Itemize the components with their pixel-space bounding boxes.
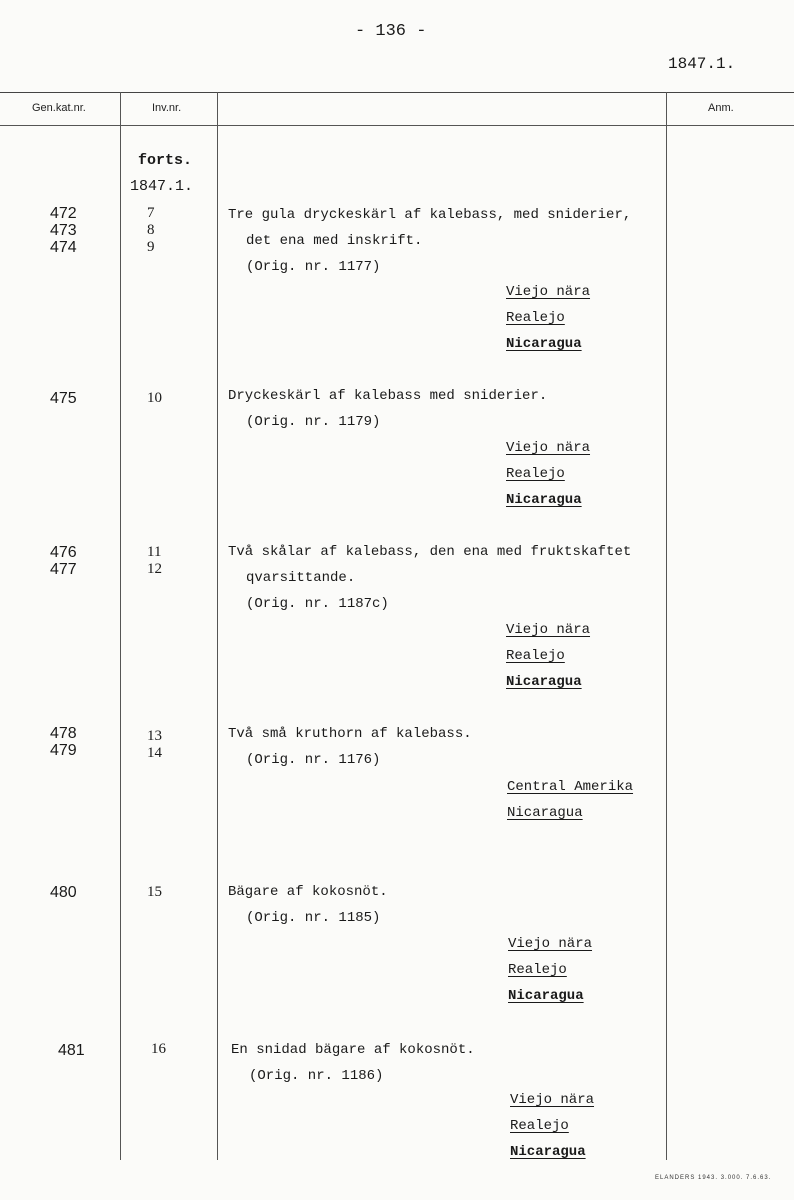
description-line: (Orig. nr. 1187c) (246, 596, 389, 612)
entry-cat-numbers (50, 390, 95, 407)
entry-description (228, 539, 631, 617)
location-line: Central Amerika (507, 779, 634, 795)
inv-number: 14 (147, 745, 162, 761)
entry-inv-numbers (151, 1041, 201, 1058)
column-header-gen-kat-nr: Gen.kat.nr. (32, 102, 86, 114)
entry-cat-numbers (50, 884, 95, 901)
location-line: Viejo nära (506, 622, 591, 638)
cat-number: 476 (50, 544, 77, 561)
entry-inv-numbers (147, 544, 197, 578)
cat-number: 474 (50, 239, 77, 256)
location-line: Realejo (510, 1118, 569, 1134)
entry-cat-numbers (50, 205, 95, 256)
cat-number: 479 (50, 742, 77, 759)
description-line: Två små kruthorn af kalebass. (228, 726, 472, 742)
location-line: Nicaragua (506, 674, 582, 690)
entry-location (506, 279, 590, 357)
column-header-inv-nr: Inv.nr. (152, 102, 182, 114)
entry-description (228, 879, 388, 931)
location-line: Viejo nära (508, 936, 593, 952)
column-divider-1 (120, 92, 121, 1160)
description-line: Två skålar af kalebass, den ena med fruktskaftet (228, 544, 632, 560)
cat-number: 478 (50, 725, 77, 742)
inv-number: 9 (147, 239, 155, 255)
inv-number: 11 (147, 544, 162, 560)
location-line: Viejo nära (506, 440, 591, 456)
inv-number: 10 (147, 390, 162, 406)
continuation-date: 1847.1. (130, 178, 194, 195)
description-line: En snidad bägare af kokosnöt. (231, 1042, 475, 1058)
description-line: (Orig. nr. 1177) (246, 259, 381, 275)
cat-number: 480 (50, 884, 77, 901)
entry-description (228, 721, 472, 773)
entry-location (508, 931, 592, 1009)
description-line: qvarsittande. (246, 570, 356, 586)
column-header-anm: Anm. (708, 102, 734, 114)
entry-inv-numbers (147, 390, 197, 407)
cat-number: 477 (50, 561, 77, 578)
inv-number: 8 (147, 222, 155, 238)
description-line: Bägare af kokosnöt. (228, 884, 388, 900)
inv-number: 7 (147, 205, 155, 221)
location-line: Realejo (506, 648, 565, 664)
entry-cat-numbers (50, 725, 95, 759)
cat-number: 475 (50, 390, 77, 407)
entry-location (506, 435, 590, 513)
location-line: Viejo nära (510, 1092, 595, 1108)
description-line: (Orig. nr. 1185) (246, 910, 381, 926)
inv-number: 15 (147, 884, 162, 900)
entry-description (231, 1037, 475, 1089)
cat-number: 472 (50, 205, 77, 222)
location-line: Nicaragua (510, 1144, 586, 1160)
description-line: (Orig. nr. 1186) (249, 1068, 384, 1084)
location-line: Realejo (506, 466, 565, 482)
column-divider-3 (666, 92, 667, 1160)
inv-number: 13 (147, 728, 162, 744)
printer-mark: ELANDERS 1943. 3.000. 7.6.63. (655, 1175, 772, 1181)
continuation-label: forts. (138, 152, 193, 169)
entry-inv-numbers (147, 205, 197, 256)
location-line: Realejo (508, 962, 567, 978)
entry-description (228, 202, 631, 280)
column-divider-2 (217, 92, 218, 1160)
entry-location (506, 617, 590, 695)
location-line: Viejo nära (506, 284, 591, 300)
cat-number: 481 (58, 1042, 85, 1059)
entry-inv-numbers (147, 728, 197, 762)
description-line: (Orig. nr. 1176) (246, 752, 381, 768)
description-line: det ena med inskrift. (246, 233, 423, 249)
description-line: (Orig. nr. 1179) (246, 414, 381, 430)
entry-cat-numbers (50, 544, 95, 578)
location-line: Nicaragua (506, 492, 582, 508)
location-line: Nicaragua (506, 336, 582, 352)
entry-location (507, 774, 633, 826)
date-header: 1847.1. (668, 55, 736, 73)
location-line: Nicaragua (507, 805, 583, 821)
description-line: Dryckeskärl af kalebass med sniderier. (228, 388, 548, 404)
entry-location (510, 1087, 594, 1165)
description-line: Tre gula dryckeskärl af kalebass, med sniderier, (228, 207, 632, 223)
cat-number: 473 (50, 222, 77, 239)
entry-inv-numbers (147, 884, 197, 901)
location-line: Nicaragua (508, 988, 584, 1004)
entry-description (228, 383, 547, 435)
inv-number: 16 (151, 1041, 166, 1057)
page-number: - 136 - (355, 22, 427, 41)
entry-cat-numbers (58, 1042, 103, 1059)
location-line: Realejo (506, 310, 565, 326)
inv-number: 12 (147, 561, 162, 577)
